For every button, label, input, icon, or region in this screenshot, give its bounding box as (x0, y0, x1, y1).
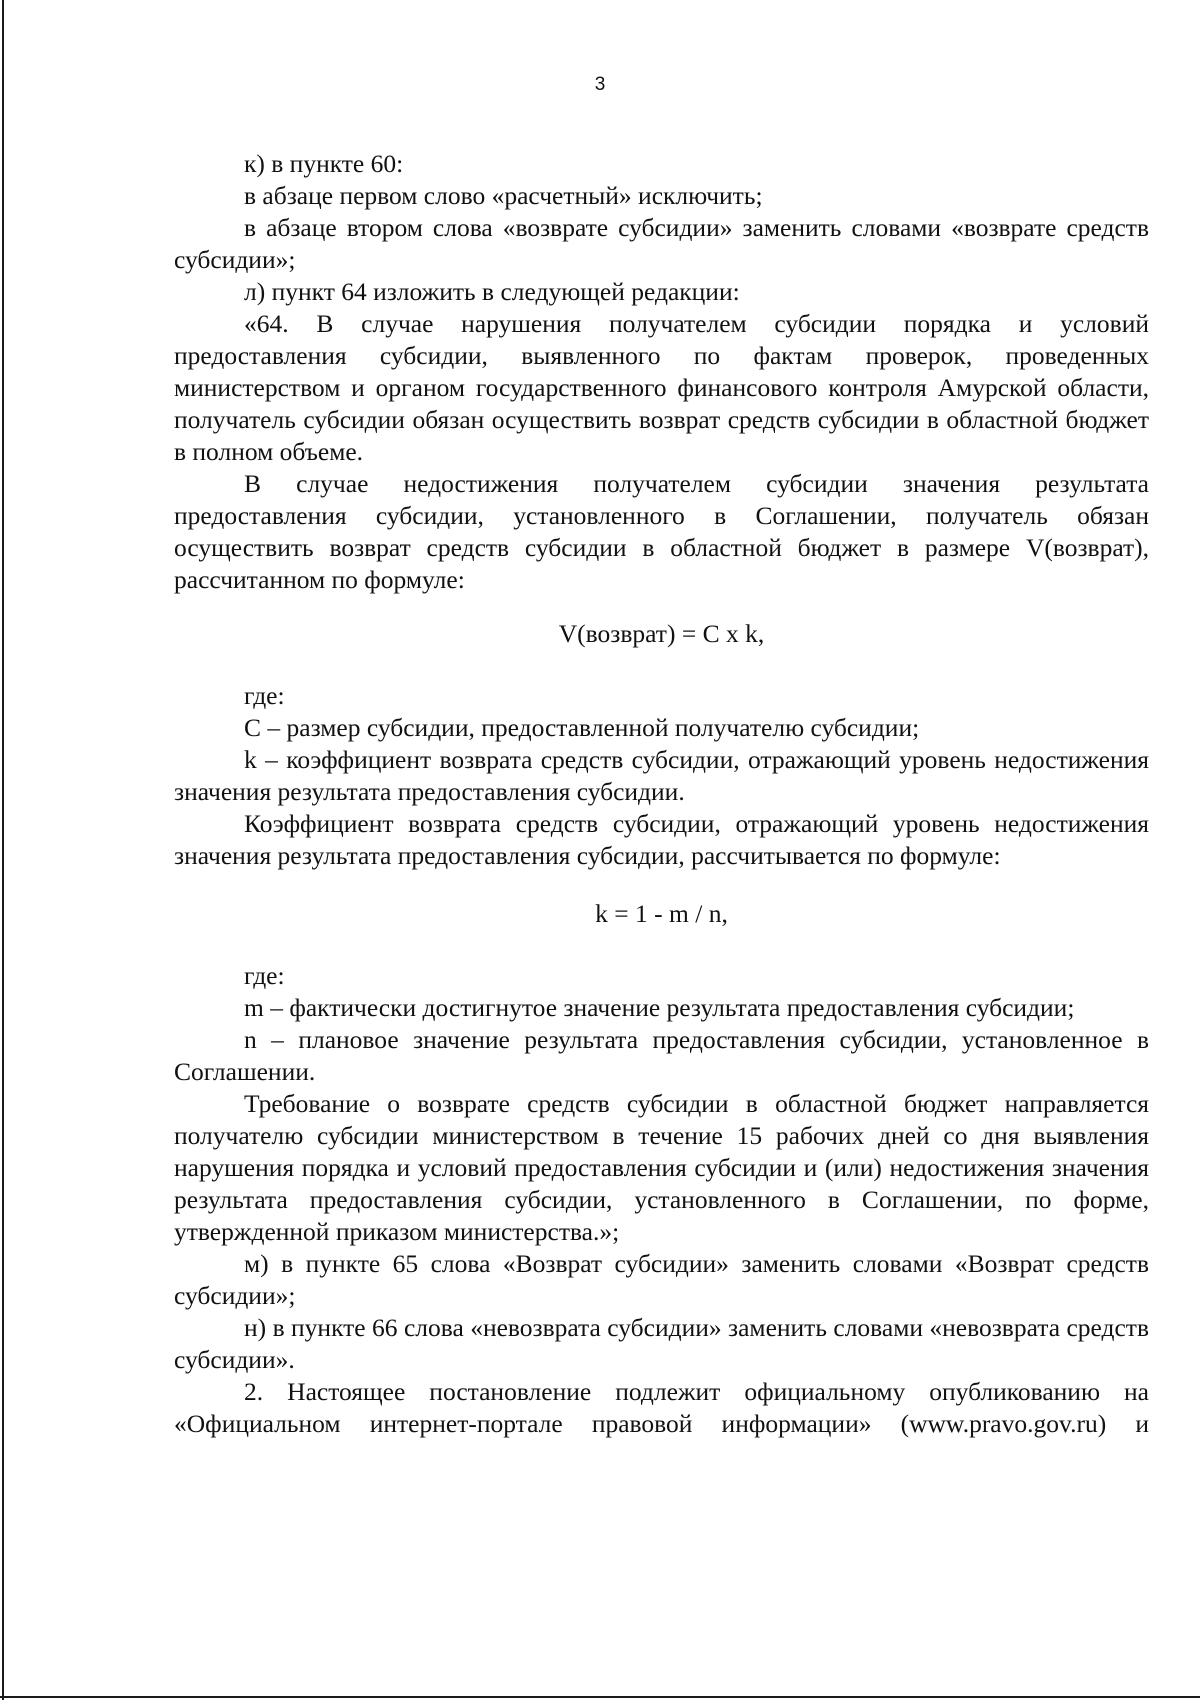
paragraph-item-m: м) в пункте 65 слова «Возврат субсидии» заменить словами «Возврат средств субсидии»; (174, 1249, 1149, 1310)
document-body (174, 148, 1149, 1440)
definition-n: n – плановое значение результата предоставления субсидии, установленное в Соглашении. (174, 1025, 1149, 1086)
paragraph-first-abzac: в абзаце первом слово «расчетный» исключить; (244, 181, 763, 210)
definition-m: m – фактически достигнутое значение результата предоставления субсидии; (244, 993, 1075, 1022)
formula-k: k = 1 - m / n, (595, 899, 728, 928)
paragraph-coefficient: Коэффициент возврата средств субсидии, отражающий уровень недостижения значения результата предоставления субсидии, рассчитывается по формуле: (174, 809, 1149, 870)
paragraph-return-requirement: Требование о возврате средств субсидии в областной бюджет направляется получателю субсидии министерством в течение 15 рабочих дней со дня выявления нарушения порядка и условий предоставления субсидии и (или) недостижения значения результата предоставления субсидии, установленного в Соглашении, по форме, утвержденной приказом министерства.»; (174, 1089, 1149, 1246)
paragraph-where-2: где: (244, 961, 285, 990)
page-left-edge (2, 0, 4, 1700)
paragraph-non-achievement: В случае недостижения получателем субсидии значения результата предоставления субсидии, установленного в Соглашении, получатель обязан осуществить возврат средств субсидии в областной бюджет в размере V(возврат), рассчитанном по формуле: (174, 469, 1149, 594)
paragraph-publication: 2. Настоящее постановление подлежит официальному опубликованию на «Официальном интернет-портале правовой информации» (www.pravo.gov.ru) и (174, 1377, 1149, 1438)
definition-c: C – размер субсидии, предоставленной получателю субсидии; (244, 713, 920, 742)
paragraph-where-1: где: (244, 681, 285, 710)
paragraph-item-l: л) пункт 64 изложить в следующей редакции: (244, 277, 740, 306)
page-number: 3 (594, 74, 606, 95)
definition-k: k – коэффициент возврата средств субсидии, отражающий уровень недостижения значения результата предоставления субсидии. (174, 745, 1149, 806)
paragraph-item-k: к) в пункте 60: (244, 149, 404, 178)
formula-v-return: V(возврат) = C x k, (558, 619, 765, 648)
paragraph-point-64: «64. В случае нарушения получателем субсидии порядка и условий предоставления субсидии, выявленного по фактам проверок, проведенных министерством и органом государственного финансового контроля Амурской области, получатель субсидии обязан осуществить возврат средств субсидии в областной бюджет в полном объеме. (174, 309, 1149, 466)
page-bottom-edge (0, 1696, 1200, 1698)
paragraph-item-n: н) в пункте 66 слова «невозврата субсидии» заменить словами «невозврата средств субсидии». (174, 1313, 1149, 1374)
paragraph-second-abzac: в абзаце втором слова «возврате субсидии» заменить словами «возврате средств субсидии»; (174, 213, 1149, 274)
